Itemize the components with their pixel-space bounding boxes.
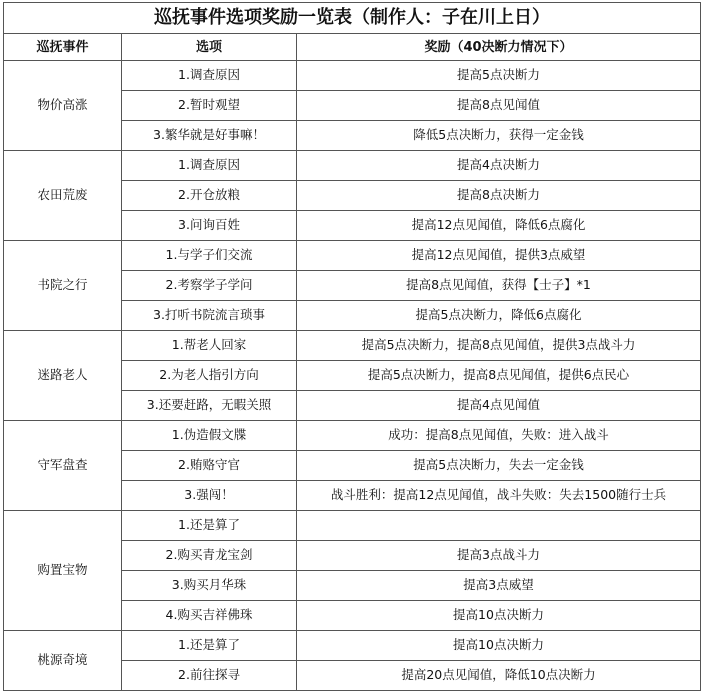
event-cell: 书院之行	[4, 241, 122, 331]
reward-cell: 提高20点见闻值，降低10点决断力	[297, 661, 701, 691]
reward-table-container	[3, 2, 700, 691]
option-cell: 1.调查原因	[122, 151, 297, 181]
event-cell: 农田荒废	[4, 151, 122, 241]
reward-cell: 提高8点见闻值，获得【士子】*1	[297, 271, 701, 301]
option-cell: 4.购买吉祥佛珠	[122, 601, 297, 631]
reward-cell: 提高5点决断力，提高8点见闻值，提供6点民心	[297, 361, 701, 391]
option-cell: 2.贿赂守官	[122, 451, 297, 481]
table-row	[4, 511, 701, 541]
option-cell: 1.还是算了	[122, 631, 297, 661]
title-row	[4, 3, 701, 34]
option-cell: 2.购买青龙宝剑	[122, 541, 297, 571]
table-row	[4, 241, 701, 271]
option-cell: 3.繁华就是好事嘛！	[122, 121, 297, 151]
reward-cell: 提高3点威望	[297, 571, 701, 601]
option-cell: 3.还要赶路，无暇关照	[122, 391, 297, 421]
reward-cell: 提高3点战斗力	[297, 541, 701, 571]
reward-cell: 提高4点见闻值	[297, 391, 701, 421]
option-cell: 2.前往探寻	[122, 661, 297, 691]
event-cell: 物价高涨	[4, 61, 122, 151]
event-cell: 守军盘查	[4, 421, 122, 511]
reward-cell: 战斗胜利：提高12点见闻值，战斗失败：失去1500随行士兵	[297, 481, 701, 511]
reward-cell: 提高12点见闻值，提供3点威望	[297, 241, 701, 271]
option-cell: 1.伪造假文牒	[122, 421, 297, 451]
header-event: 巡抚事件	[4, 34, 122, 61]
table-row	[4, 631, 701, 661]
option-cell: 1.还是算了	[122, 511, 297, 541]
table-row	[4, 61, 701, 91]
option-cell: 3.打听书院流言琐事	[122, 301, 297, 331]
option-cell: 2.暂时观望	[122, 91, 297, 121]
reward-cell: 提高10点决断力	[297, 631, 701, 661]
option-cell: 2.开仓放粮	[122, 181, 297, 211]
option-cell: 3.强闯！	[122, 481, 297, 511]
reward-cell: 降低5点决断力，获得一定金钱	[297, 121, 701, 151]
reward-cell: 提高10点决断力	[297, 601, 701, 631]
option-cell: 2.为老人指引方向	[122, 361, 297, 391]
event-cell: 购置宝物	[4, 511, 122, 631]
reward-cell: 提高8点见闻值	[297, 91, 701, 121]
reward-cell: 提高5点决断力	[297, 61, 701, 91]
reward-cell: 提高5点决断力，失去一定金钱	[297, 451, 701, 481]
option-cell: 1.帮老人回家	[122, 331, 297, 361]
table-row	[4, 151, 701, 181]
reward-cell: 提高4点决断力	[297, 151, 701, 181]
option-cell: 3.问询百姓	[122, 211, 297, 241]
option-cell: 3.购买月华珠	[122, 571, 297, 601]
option-cell: 1.与学子们交流	[122, 241, 297, 271]
header-row	[4, 34, 701, 61]
reward-table	[3, 2, 701, 691]
reward-cell: 提高8点决断力	[297, 181, 701, 211]
event-cell: 桃源奇境	[4, 631, 122, 691]
header-option: 选项	[122, 34, 297, 61]
reward-cell: 成功：提高8点见闻值，失败：进入战斗	[297, 421, 701, 451]
reward-cell: 提高5点决断力，降低6点腐化	[297, 301, 701, 331]
event-cell: 迷路老人	[4, 331, 122, 421]
reward-cell: 提高5点决断力，提高8点见闻值，提供3点战斗力	[297, 331, 701, 361]
table-row	[4, 331, 701, 361]
option-cell: 2.考察学子学问	[122, 271, 297, 301]
option-cell: 1.调查原因	[122, 61, 297, 91]
table-title: 巡抚事件选项奖励一览表（制作人：子在川上日）	[4, 3, 701, 34]
table-row	[4, 421, 701, 451]
header-reward: 奖励（40决断力情况下）	[297, 34, 701, 61]
reward-cell	[297, 511, 701, 541]
reward-cell: 提高12点见闻值，降低6点腐化	[297, 211, 701, 241]
